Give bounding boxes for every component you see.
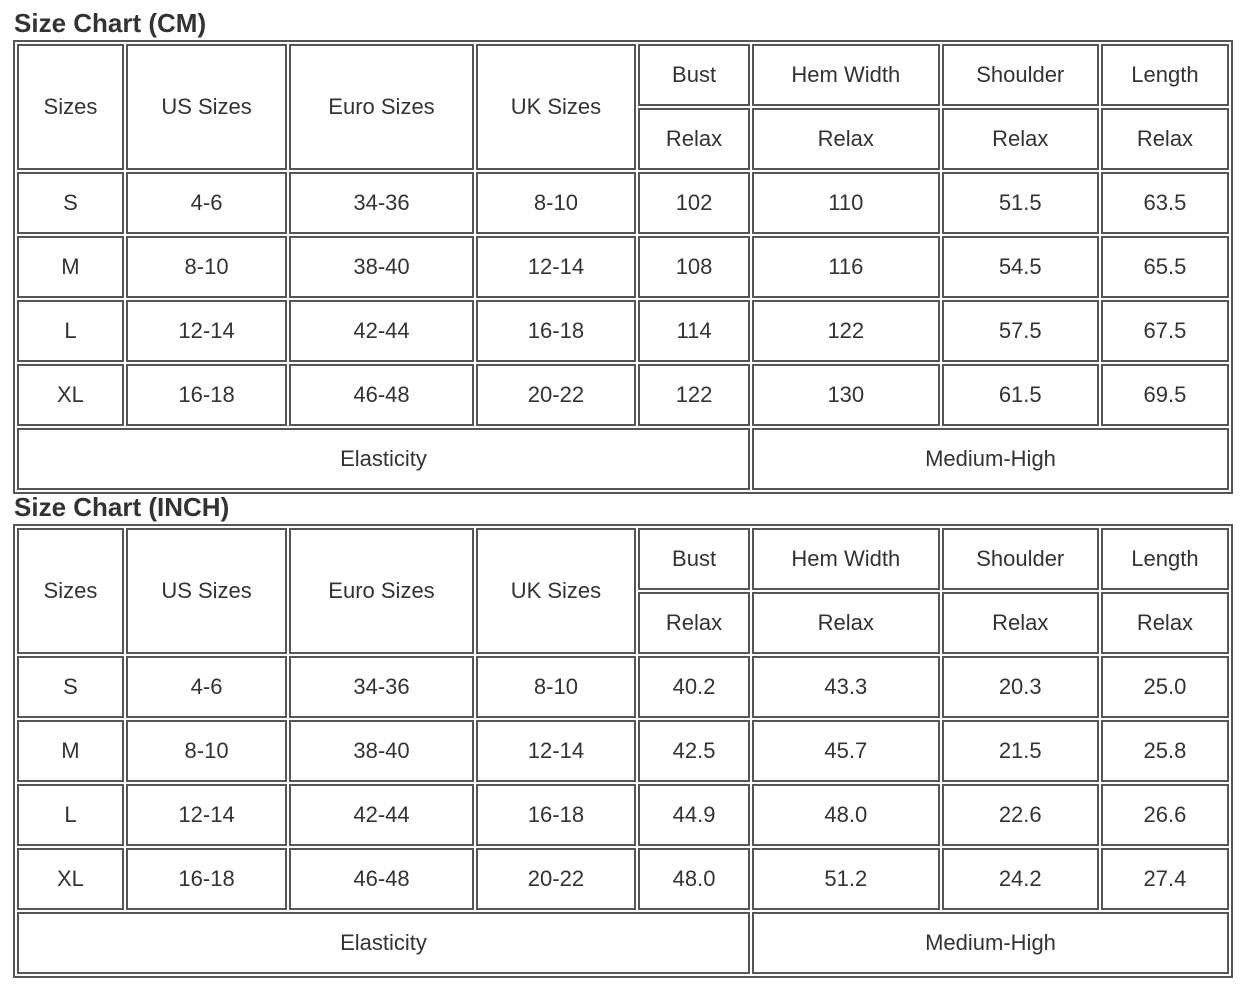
cell-shoulder: 54.5 [942,236,1099,298]
cell-hem: 110 [752,172,940,234]
cell-euro: 38-40 [289,236,474,298]
cell-us: 16-18 [126,848,287,910]
elasticity-label: Elasticity [17,428,750,490]
cell-us: 8-10 [126,236,287,298]
cell-uk: 8-10 [476,656,636,718]
header-length: Length [1101,528,1229,590]
cell-us: 4-6 [126,656,287,718]
cell-us: 12-14 [126,300,287,362]
header-hem-width: Hem Width [752,528,940,590]
cell-hem: 116 [752,236,940,298]
cell-euro: 34-36 [289,656,474,718]
subheader-hem-relax: Relax [752,592,940,654]
elasticity-value: Medium-High [752,912,1229,974]
header-shoulder: Shoulder [942,528,1099,590]
cell-uk: 12-14 [476,236,636,298]
table-row [17,784,1229,846]
cell-shoulder: 22.6 [942,784,1099,846]
cell-hem: 51.2 [752,848,940,910]
cell-us: 12-14 [126,784,287,846]
cell-euro: 34-36 [289,172,474,234]
cell-uk: 8-10 [476,172,636,234]
cell-size: S [17,172,124,234]
cell-us: 16-18 [126,364,287,426]
cell-size: M [17,720,124,782]
cell-length: 65.5 [1101,236,1229,298]
cell-hem: 48.0 [752,784,940,846]
header-euro-sizes: Euro Sizes [289,44,474,170]
size-chart-inch-title: Size Chart (INCH) [14,492,230,522]
header-euro-sizes: Euro Sizes [289,528,474,654]
cell-size: L [17,784,124,846]
subheader-length-relax: Relax [1101,108,1229,170]
cell-euro: 38-40 [289,720,474,782]
cell-hem: 122 [752,300,940,362]
cell-shoulder: 24.2 [942,848,1099,910]
cell-hem: 43.3 [752,656,940,718]
cell-length: 25.0 [1101,656,1229,718]
cell-shoulder: 51.5 [942,172,1099,234]
header-hem-width: Hem Width [752,44,940,106]
cell-bust: 40.2 [638,656,750,718]
cell-euro: 42-44 [289,784,474,846]
size-chart-cm-table [13,40,1233,494]
cell-us: 4-6 [126,172,287,234]
cell-uk: 16-18 [476,300,636,362]
subheader-bust-relax: Relax [638,592,750,654]
cell-uk: 20-22 [476,364,636,426]
cell-bust: 44.9 [638,784,750,846]
header-shoulder: Shoulder [942,44,1099,106]
header-bust: Bust [638,528,750,590]
header-sizes: Sizes [17,528,124,654]
table-row [17,300,1229,362]
cell-size: M [17,236,124,298]
cell-euro: 42-44 [289,300,474,362]
subheader-bust-relax: Relax [638,108,750,170]
cell-size: L [17,300,124,362]
subheader-shoulder-relax: Relax [942,592,1099,654]
table-row [17,848,1229,910]
elasticity-row [17,428,1229,490]
elasticity-row [17,912,1229,974]
cell-length: 67.5 [1101,300,1229,362]
cell-hem: 45.7 [752,720,940,782]
subheader-hem-relax: Relax [752,108,940,170]
table-row [17,236,1229,298]
table-row [17,364,1229,426]
cell-uk: 16-18 [476,784,636,846]
size-chart-inch-table [13,524,1233,978]
cell-uk: 12-14 [476,720,636,782]
header-uk-sizes: UK Sizes [476,528,636,654]
cell-bust: 108 [638,236,750,298]
cell-euro: 46-48 [289,364,474,426]
cell-length: 27.4 [1101,848,1229,910]
cell-bust: 48.0 [638,848,750,910]
cell-bust: 42.5 [638,720,750,782]
cell-size: XL [17,364,124,426]
header-us-sizes: US Sizes [126,44,287,170]
cell-length: 25.8 [1101,720,1229,782]
cell-shoulder: 61.5 [942,364,1099,426]
cell-shoulder: 20.3 [942,656,1099,718]
cell-bust: 114 [638,300,750,362]
table-row [17,720,1229,782]
header-row [17,528,1229,590]
cell-shoulder: 57.5 [942,300,1099,362]
cell-length: 69.5 [1101,364,1229,426]
elasticity-value: Medium-High [752,428,1229,490]
size-chart-cm-title: Size Chart (CM) [14,8,207,38]
cell-length: 63.5 [1101,172,1229,234]
table-row [17,656,1229,718]
cell-euro: 46-48 [289,848,474,910]
header-sizes: Sizes [17,44,124,170]
subheader-length-relax: Relax [1101,592,1229,654]
table-row [17,172,1229,234]
subheader-shoulder-relax: Relax [942,108,1099,170]
elasticity-label: Elasticity [17,912,750,974]
cell-size: XL [17,848,124,910]
header-row [17,44,1229,106]
cell-bust: 102 [638,172,750,234]
cell-size: S [17,656,124,718]
header-us-sizes: US Sizes [126,528,287,654]
cell-us: 8-10 [126,720,287,782]
cell-bust: 122 [638,364,750,426]
cell-uk: 20-22 [476,848,636,910]
cell-length: 26.6 [1101,784,1229,846]
header-length: Length [1101,44,1229,106]
header-bust: Bust [638,44,750,106]
cell-hem: 130 [752,364,940,426]
cell-shoulder: 21.5 [942,720,1099,782]
header-uk-sizes: UK Sizes [476,44,636,170]
